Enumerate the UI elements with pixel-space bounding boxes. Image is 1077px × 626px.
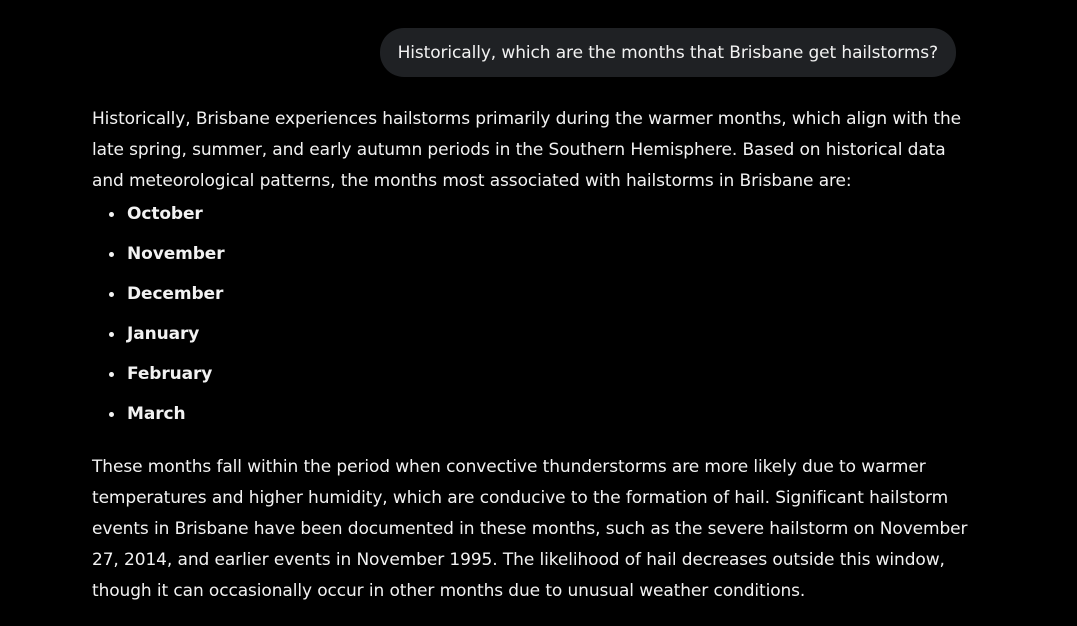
list-item xyxy=(92,284,972,324)
user-message-bubble: Historically, which are the months that Brisbane get hailstorms? xyxy=(380,28,956,77)
list-item xyxy=(92,404,972,444)
list-item xyxy=(92,204,972,244)
bullet-icon xyxy=(109,332,114,337)
bullet-icon xyxy=(109,252,114,257)
month-label: December xyxy=(127,284,224,304)
list-item xyxy=(92,244,972,284)
months-list xyxy=(92,204,972,444)
user-message-row xyxy=(380,28,956,77)
assistant-conclusion-paragraph: These months fall within the period when convective thunderstorms are more likely due to warmer temperatures and higher humidity, which are conducive to the formation of hail. Significant hailstorm events in Brisbane have been documented in these months, such as the severe hailstorm on November 27, 2014, and earlier events in November 1995. The likelihood of hail decreases outside this window, though it can occasionally occur in other months due to unusual weather conditions. xyxy=(92,457,968,601)
month-label: January xyxy=(127,324,200,344)
assistant-message xyxy=(92,104,972,607)
month-label: March xyxy=(127,404,186,424)
month-label: February xyxy=(127,364,213,384)
assistant-intro-paragraph: Historically, Brisbane experiences hailstorms primarily during the warmer months, which align with the late spring, summer, and early autumn periods in the Southern Hemisphere. Based on historical data and meteorological patterns, the months most associated with hailstorms in Brisbane are: xyxy=(92,109,961,191)
bullet-icon xyxy=(109,292,114,297)
month-label: October xyxy=(127,204,203,224)
list-item xyxy=(92,364,972,404)
bullet-icon xyxy=(109,212,114,217)
bullet-icon xyxy=(109,372,114,377)
month-label: November xyxy=(127,244,225,264)
bullet-icon xyxy=(109,412,114,417)
list-item xyxy=(92,324,972,364)
